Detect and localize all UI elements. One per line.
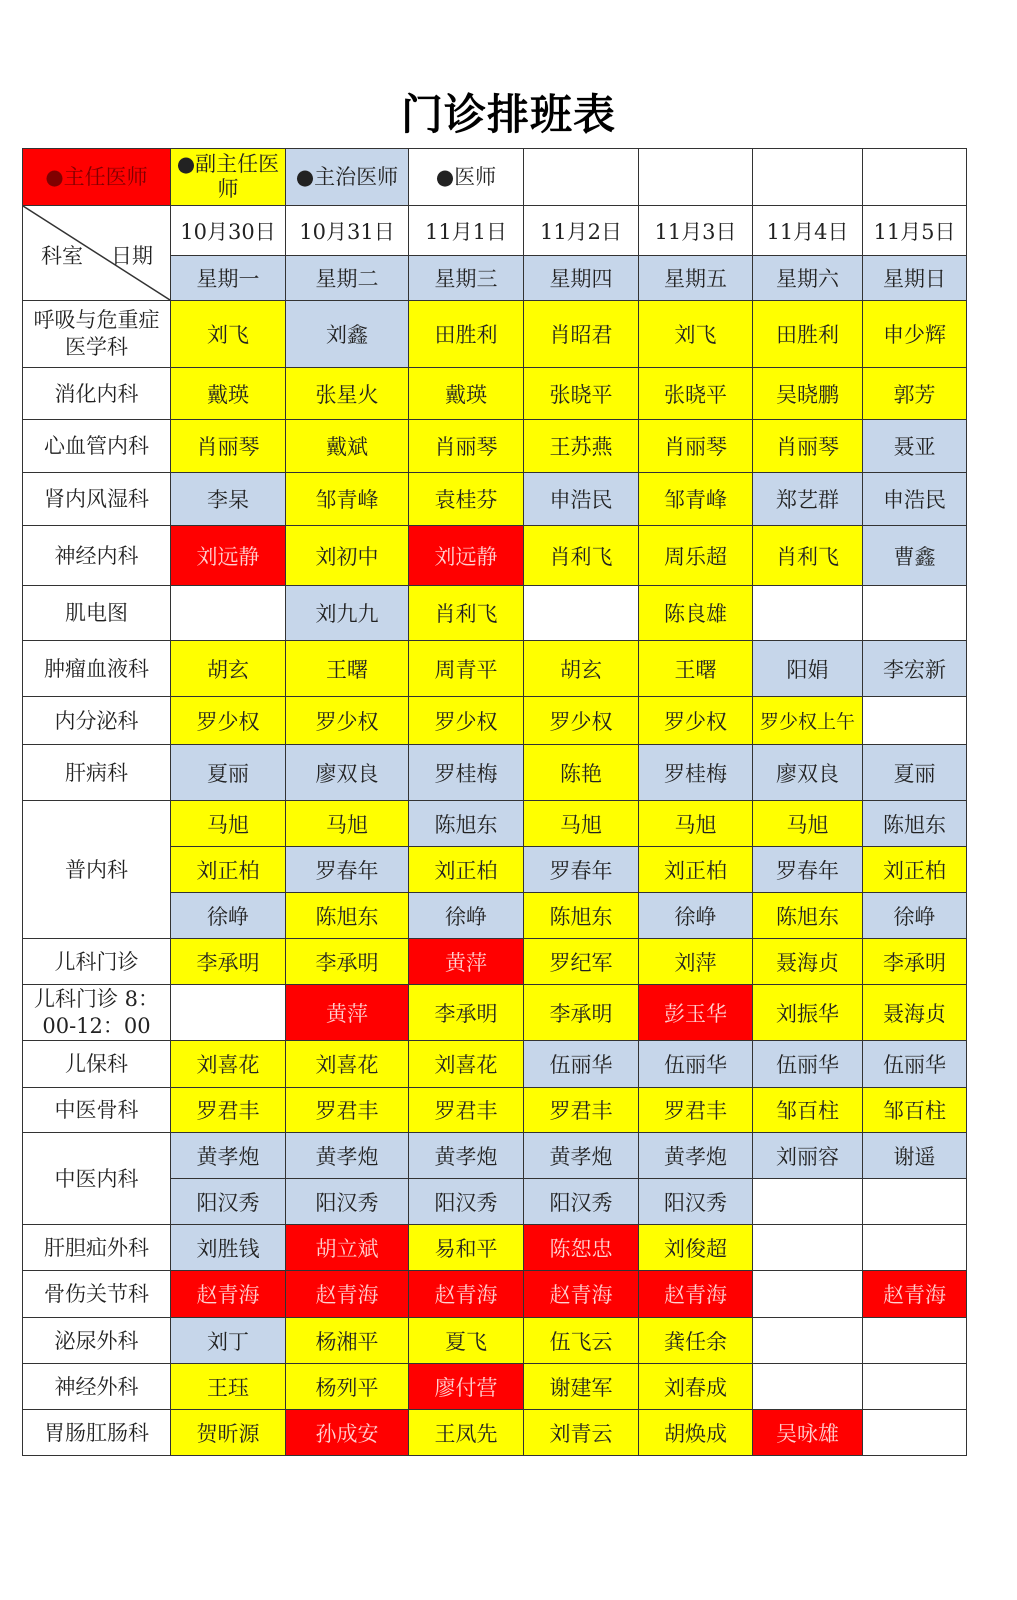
- doctor-cell: 申浩民: [524, 473, 639, 526]
- doctor-cell: 易和平: [409, 1225, 524, 1271]
- doctor-cell: 罗君丰: [171, 1088, 286, 1133]
- doctor-cell: 罗少权: [171, 697, 286, 745]
- doctor-cell: 杨列平: [286, 1364, 409, 1410]
- doctor-cell: 刘远静: [171, 526, 286, 586]
- legend-empty-cell: [863, 149, 967, 206]
- doctor-cell: 陈恕忠: [524, 1225, 639, 1271]
- doctor-cell: [524, 586, 639, 641]
- doctor-cell: 戴瑛: [171, 368, 286, 420]
- schedule-table: [22, 148, 967, 1456]
- schedule-row: [23, 526, 967, 586]
- doctor-cell: 罗春年: [524, 847, 639, 893]
- doctor-cell: 刘青云: [524, 1410, 639, 1456]
- doctor-cell: 刘鑫: [286, 301, 409, 368]
- doctor-cell: 罗桂梅: [639, 745, 753, 801]
- doctor-cell: 马旭: [753, 801, 863, 847]
- doctor-cell: 张晓平: [524, 368, 639, 420]
- doctor-cell: 廖双良: [286, 745, 409, 801]
- schedule-row: [23, 586, 967, 641]
- department-cell: 儿保科: [23, 1041, 171, 1088]
- doctor-cell: [171, 985, 286, 1041]
- doctor-cell: 李承明: [863, 939, 967, 985]
- doctor-cell: 刘正柏: [409, 847, 524, 893]
- doctor-cell: 周青平: [409, 641, 524, 697]
- weekday-cell: 星期四: [524, 256, 639, 301]
- doctor-cell: [863, 1179, 967, 1225]
- schedule-row: [23, 1041, 967, 1088]
- doctor-cell: 戴瑛: [409, 368, 524, 420]
- doctor-cell: 胡焕成: [639, 1410, 753, 1456]
- doctor-cell: 李宏新: [863, 641, 967, 697]
- doctor-cell: 罗桂梅: [409, 745, 524, 801]
- doctor-cell: 伍丽华: [753, 1041, 863, 1088]
- doctor-cell: 伍丽华: [863, 1041, 967, 1088]
- legend-row: [23, 149, 967, 206]
- doctor-cell: [171, 586, 286, 641]
- doctor-cell: 徐峥: [863, 893, 967, 939]
- doctor-cell: 赵青海: [409, 1271, 524, 1318]
- doctor-cell: 马旭: [639, 801, 753, 847]
- doctor-cell: 伍飞云: [524, 1318, 639, 1364]
- doctor-cell: 刘飞: [171, 301, 286, 368]
- doctor-cell: 邹百柱: [863, 1088, 967, 1133]
- doctor-cell: [753, 1179, 863, 1225]
- date-cell: 11月3日: [639, 206, 753, 256]
- doctor-cell: 刘振华: [753, 985, 863, 1041]
- header-corner: [23, 206, 171, 301]
- doctor-cell: 刘正柏: [171, 847, 286, 893]
- doctor-cell: 阳汉秀: [524, 1179, 639, 1225]
- schedule-row: [23, 301, 967, 368]
- doctor-cell: 刘远静: [409, 526, 524, 586]
- doctor-cell: 胡玄: [171, 641, 286, 697]
- doctor-cell: 罗少权: [524, 697, 639, 745]
- doctor-cell: 戴斌: [286, 420, 409, 473]
- doctor-cell: 邹青峰: [286, 473, 409, 526]
- doctor-cell: 陈旭东: [753, 893, 863, 939]
- department-cell: 消化内科: [23, 368, 171, 420]
- doctor-cell: 罗君丰: [639, 1088, 753, 1133]
- doctor-cell: 罗君丰: [409, 1088, 524, 1133]
- doctor-cell: 申浩民: [863, 473, 967, 526]
- doctor-cell: 刘丁: [171, 1318, 286, 1364]
- date-cell: 10月31日: [286, 206, 409, 256]
- department-cell: 肝病科: [23, 745, 171, 801]
- doctor-cell: 聂海贞: [753, 939, 863, 985]
- doctor-cell: 伍丽华: [524, 1041, 639, 1088]
- schedule-row: [23, 1088, 967, 1133]
- schedule-row: [23, 1364, 967, 1410]
- department-cell: 肌电图: [23, 586, 171, 641]
- doctor-cell: 曹鑫: [863, 526, 967, 586]
- doctor-cell: 罗君丰: [286, 1088, 409, 1133]
- department-cell: 中医骨科: [23, 1088, 171, 1133]
- doctor-cell: 王凤先: [409, 1410, 524, 1456]
- doctor-cell: 赵青海: [524, 1271, 639, 1318]
- doctor-cell: [863, 697, 967, 745]
- doctor-cell: 田胜利: [409, 301, 524, 368]
- doctor-cell: 罗少权: [409, 697, 524, 745]
- legend-cell: ●副主任医师: [171, 149, 286, 206]
- doctor-cell: 孙成安: [286, 1410, 409, 1456]
- department-cell: 胃肠肛肠科: [23, 1410, 171, 1456]
- schedule-row: [23, 420, 967, 473]
- doctor-cell: 黄孝炮: [171, 1133, 286, 1179]
- doctor-cell: 肖丽琴: [639, 420, 753, 473]
- doctor-cell: 肖丽琴: [171, 420, 286, 473]
- weekday-cell: 星期一: [171, 256, 286, 301]
- schedule-row: [23, 473, 967, 526]
- doctor-cell: 周乐超: [639, 526, 753, 586]
- doctor-cell: 罗春年: [286, 847, 409, 893]
- doctor-cell: 肖丽琴: [409, 420, 524, 473]
- doctor-cell: 李承明: [524, 985, 639, 1041]
- doctor-cell: 黄孝炮: [409, 1133, 524, 1179]
- doctor-cell: 王珏: [171, 1364, 286, 1410]
- doctor-cell: 谢遥: [863, 1133, 967, 1179]
- doctor-cell: 肖利飞: [524, 526, 639, 586]
- doctor-cell: 罗纪军: [524, 939, 639, 985]
- date-cell: 11月2日: [524, 206, 639, 256]
- doctor-cell: 贺昕源: [171, 1410, 286, 1456]
- doctor-cell: 伍丽华: [639, 1041, 753, 1088]
- weekday-cell: 星期六: [753, 256, 863, 301]
- doctor-cell: 刘飞: [639, 301, 753, 368]
- doctor-cell: [753, 1271, 863, 1318]
- doctor-cell: 张晓平: [639, 368, 753, 420]
- date-cell: 10月30日: [171, 206, 286, 256]
- schedule-row: [23, 985, 967, 1041]
- doctor-cell: 陈旭东: [286, 893, 409, 939]
- doctor-cell: 刘萍: [639, 939, 753, 985]
- doctor-cell: 马旭: [286, 801, 409, 847]
- doctor-cell: 夏飞: [409, 1318, 524, 1364]
- schedule-row: [23, 697, 967, 745]
- doctor-cell: 田胜利: [753, 301, 863, 368]
- doctor-cell: 罗少权上午: [753, 697, 863, 745]
- doctor-cell: 赵青海: [171, 1271, 286, 1318]
- department-cell: 心血管内科: [23, 420, 171, 473]
- doctor-cell: 李承明: [171, 939, 286, 985]
- doctor-cell: [863, 1225, 967, 1271]
- doctor-cell: 杨湘平: [286, 1318, 409, 1364]
- department-cell: 肿瘤血液科: [23, 641, 171, 697]
- date-header-label: 日期: [111, 244, 153, 268]
- doctor-cell: 邹青峰: [639, 473, 753, 526]
- schedule-row: [23, 745, 967, 801]
- department-cell: 神经外科: [23, 1364, 171, 1410]
- date-row: [23, 206, 967, 256]
- doctor-cell: [753, 1318, 863, 1364]
- doctor-cell: 邹百柱: [753, 1088, 863, 1133]
- doctor-cell: 陈良雄: [639, 586, 753, 641]
- doctor-cell: 肖昭君: [524, 301, 639, 368]
- doctor-cell: 胡立斌: [286, 1225, 409, 1271]
- doctor-cell: 郑艺群: [753, 473, 863, 526]
- doctor-cell: 聂海贞: [863, 985, 967, 1041]
- department-cell: 肝胆疝外科: [23, 1225, 171, 1271]
- schedule-row: [23, 1225, 967, 1271]
- doctor-cell: [863, 1318, 967, 1364]
- doctor-cell: 郭芳: [863, 368, 967, 420]
- weekday-cell: 星期三: [409, 256, 524, 301]
- doctor-cell: 张星火: [286, 368, 409, 420]
- doctor-cell: 马旭: [524, 801, 639, 847]
- page-title: 门诊排班表: [400, 90, 616, 139]
- date-cell: 11月4日: [753, 206, 863, 256]
- doctor-cell: 刘正柏: [639, 847, 753, 893]
- doctor-cell: 徐峥: [409, 893, 524, 939]
- doctor-cell: 陈旭东: [524, 893, 639, 939]
- doctor-cell: 罗春年: [753, 847, 863, 893]
- doctor-cell: 赵青海: [286, 1271, 409, 1318]
- legend-cell: ●主治医师: [286, 149, 409, 206]
- legend-empty-cell: [524, 149, 639, 206]
- doctor-cell: 陈旭东: [863, 801, 967, 847]
- doctor-cell: 阳娟: [753, 641, 863, 697]
- doctor-cell: 刘喜花: [171, 1041, 286, 1088]
- doctor-cell: 黄萍: [286, 985, 409, 1041]
- doctor-cell: 李承明: [409, 985, 524, 1041]
- department-cell: 儿科门诊 8：00-12：00: [23, 985, 171, 1041]
- department-cell: 普内科: [23, 801, 171, 939]
- doctor-cell: 阳汉秀: [171, 1179, 286, 1225]
- doctor-cell: 袁桂芬: [409, 473, 524, 526]
- date-cell: 11月5日: [863, 206, 967, 256]
- department-cell: 呼吸与危重症医学科: [23, 301, 171, 368]
- date-cell: 11月1日: [409, 206, 524, 256]
- doctor-cell: 廖付营: [409, 1364, 524, 1410]
- department-cell: 泌尿外科: [23, 1318, 171, 1364]
- dept-header-label: 科室: [41, 244, 83, 268]
- department-cell: 儿科门诊: [23, 939, 171, 985]
- doctor-cell: 吴晓鹏: [753, 368, 863, 420]
- doctor-cell: 胡玄: [524, 641, 639, 697]
- doctor-cell: 王苏燕: [524, 420, 639, 473]
- doctor-cell: 龚任余: [639, 1318, 753, 1364]
- doctor-cell: [863, 586, 967, 641]
- schedule-row: [23, 939, 967, 985]
- doctor-cell: 刘春成: [639, 1364, 753, 1410]
- doctor-cell: 李杲: [171, 473, 286, 526]
- doctor-cell: 刘俊超: [639, 1225, 753, 1271]
- doctor-cell: 刘喜花: [409, 1041, 524, 1088]
- doctor-cell: 罗少权: [639, 697, 753, 745]
- schedule-row: [23, 801, 967, 847]
- department-cell: 肾内风湿科: [23, 473, 171, 526]
- doctor-cell: 徐峥: [639, 893, 753, 939]
- doctor-cell: [863, 1410, 967, 1456]
- doctor-cell: 王曙: [639, 641, 753, 697]
- doctor-cell: 黄孝炮: [639, 1133, 753, 1179]
- doctor-cell: 罗君丰: [524, 1088, 639, 1133]
- legend-cell: ●主任医师: [23, 149, 171, 206]
- schedule-row: [23, 368, 967, 420]
- doctor-cell: 罗少权: [286, 697, 409, 745]
- doctor-cell: 黄孝炮: [524, 1133, 639, 1179]
- doctor-cell: 陈旭东: [409, 801, 524, 847]
- doctor-cell: 彭玉华: [639, 985, 753, 1041]
- doctor-cell: 阳汉秀: [286, 1179, 409, 1225]
- weekday-cell: 星期五: [639, 256, 753, 301]
- doctor-cell: 阳汉秀: [409, 1179, 524, 1225]
- doctor-cell: 肖利飞: [409, 586, 524, 641]
- department-cell: 中医内科: [23, 1133, 171, 1225]
- doctor-cell: [753, 1364, 863, 1410]
- doctor-cell: 赵青海: [639, 1271, 753, 1318]
- doctor-cell: 王曙: [286, 641, 409, 697]
- doctor-cell: 阳汉秀: [639, 1179, 753, 1225]
- doctor-cell: 聂亚: [863, 420, 967, 473]
- doctor-cell: 徐峥: [171, 893, 286, 939]
- doctor-cell: 李承明: [286, 939, 409, 985]
- schedule-row: [23, 1410, 967, 1456]
- doctor-cell: 夏丽: [863, 745, 967, 801]
- doctor-cell: [753, 1225, 863, 1271]
- doctor-cell: 夏丽: [171, 745, 286, 801]
- department-cell: 神经内科: [23, 526, 171, 586]
- schedule-row: [23, 1133, 967, 1179]
- doctor-cell: 黄孝炮: [286, 1133, 409, 1179]
- doctor-cell: 刘喜花: [286, 1041, 409, 1088]
- doctor-cell: 陈艳: [524, 745, 639, 801]
- doctor-cell: 赵青海: [863, 1271, 967, 1318]
- doctor-cell: 肖利飞: [753, 526, 863, 586]
- doctor-cell: 廖双良: [753, 745, 863, 801]
- doctor-cell: 肖丽琴: [753, 420, 863, 473]
- legend-empty-cell: [639, 149, 753, 206]
- doctor-cell: 刘九九: [286, 586, 409, 641]
- doctor-cell: [753, 586, 863, 641]
- department-cell: 骨伤关节科: [23, 1271, 171, 1318]
- doctor-cell: 马旭: [171, 801, 286, 847]
- schedule-row: [23, 1318, 967, 1364]
- doctor-cell: [863, 1364, 967, 1410]
- doctor-cell: 申少辉: [863, 301, 967, 368]
- weekday-cell: 星期二: [286, 256, 409, 301]
- doctor-cell: 刘正柏: [863, 847, 967, 893]
- doctor-cell: 黄萍: [409, 939, 524, 985]
- schedule-row: [23, 641, 967, 697]
- doctor-cell: 吴咏雄: [753, 1410, 863, 1456]
- doctor-cell: 刘胜钱: [171, 1225, 286, 1271]
- doctor-cell: 刘初中: [286, 526, 409, 586]
- department-cell: 内分泌科: [23, 697, 171, 745]
- schedule-row: [23, 1271, 967, 1318]
- weekday-cell: 星期日: [863, 256, 967, 301]
- doctor-cell: 刘丽容: [753, 1133, 863, 1179]
- legend-cell: ●医师: [409, 149, 524, 206]
- legend-empty-cell: [753, 149, 863, 206]
- doctor-cell: 谢建军: [524, 1364, 639, 1410]
